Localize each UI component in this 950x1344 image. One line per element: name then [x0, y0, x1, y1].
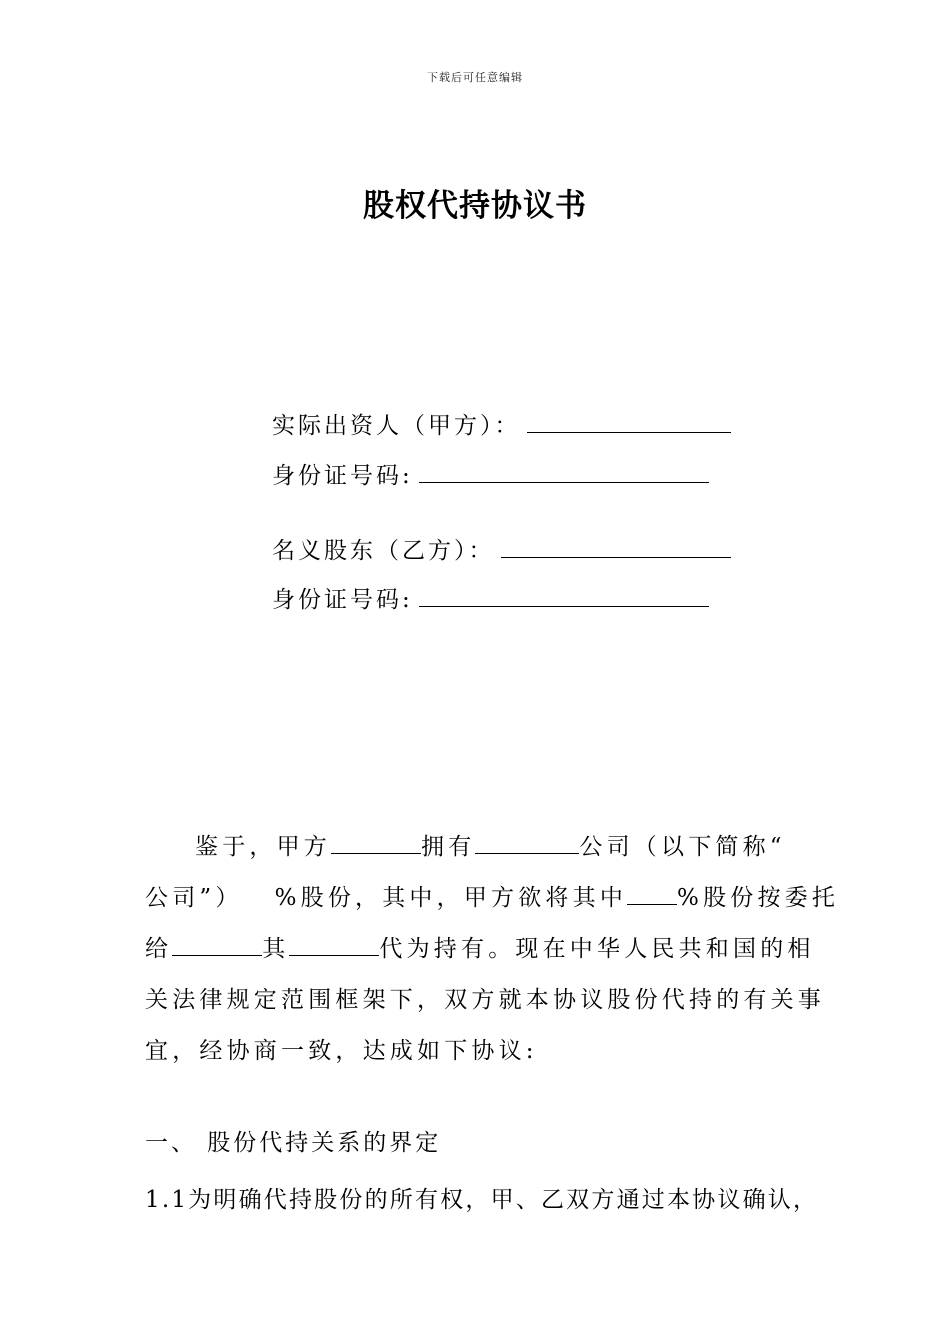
document-title: 股权代持协议书 [363, 188, 587, 224]
nominee-id-row [272, 584, 709, 614]
investor-id-field[interactable] [419, 460, 709, 483]
nominee-name-field[interactable] [501, 535, 731, 558]
preamble-text: %股份按委托 [677, 885, 840, 911]
party-a-blank[interactable] [331, 833, 421, 854]
preamble-line-3 [145, 924, 815, 975]
preamble-text: 公司”） [145, 885, 243, 911]
share-percent-blank[interactable] [627, 884, 677, 905]
preamble-paragraph [145, 822, 840, 1077]
preamble-text: 代为持有。现在中华人民共和国的相 [379, 936, 815, 962]
preamble-text: 鉴于，甲方 [195, 834, 331, 860]
preamble-line-4: 关法律规定范围框架下，双方就本协议股份代持的有关事 [145, 987, 825, 1013]
preamble-text: 给 [145, 936, 173, 962]
clause-1-1: 1.1为明确代持股份的所有权，甲、乙双方通过本协议确认， [145, 1187, 819, 1213]
nominee-id-field[interactable] [419, 584, 709, 607]
preamble-text: 公司（以下简称“ [579, 834, 786, 860]
company-name-blank[interactable] [475, 833, 579, 854]
header-note: 下载后可任意编辑 [427, 71, 523, 84]
investor-label: 实际出资人（甲方）： [272, 413, 521, 439]
nominee-row [272, 535, 731, 565]
preamble-line-1 [145, 822, 810, 873]
nominee-detail-blank[interactable] [289, 935, 379, 956]
preamble-text: 拥有 [421, 834, 476, 860]
preamble-line-2 [145, 873, 840, 924]
nominee-label: 名义股东（乙方）： [272, 538, 495, 564]
investor-id-label: 身份证号码: [272, 463, 413, 489]
investor-row [272, 410, 731, 440]
nominee-blank[interactable] [172, 935, 262, 956]
preamble-text: %股份，其中，甲方欲将其中 [274, 885, 628, 911]
section-heading: 一、 股份代持关系的界定 [145, 1130, 442, 1156]
investor-id-row [272, 460, 709, 490]
preamble-text: 其 [262, 936, 290, 962]
preamble-line-5: 宜，经协商一致，达成如下协议: [145, 1038, 538, 1064]
investor-name-field[interactable] [527, 410, 731, 433]
nominee-id-label: 身份证号码: [272, 587, 413, 613]
